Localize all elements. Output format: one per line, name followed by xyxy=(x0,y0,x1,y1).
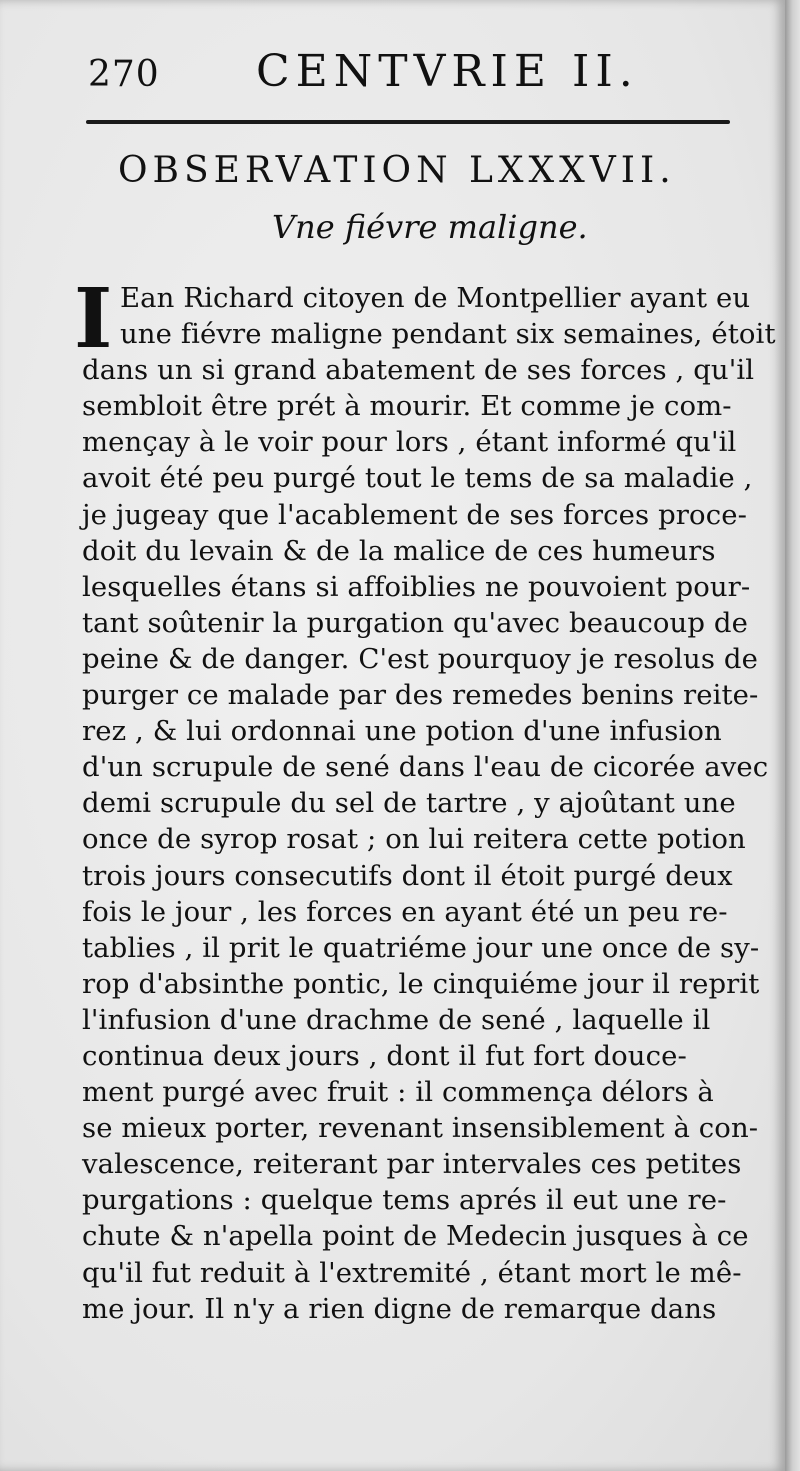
text-line: avoit été peu purgé tout le tems de sa maladie , xyxy=(82,462,753,495)
running-title: CENTVRIE II. xyxy=(256,46,639,97)
text-line: purger ce malade par des remedes benins reite- xyxy=(82,679,759,712)
observation-subtitle: Vne fiévre maligne. xyxy=(272,208,588,246)
text-line: valescence, reiterant par intervales ces petites xyxy=(82,1148,742,1181)
page-number: 270 xyxy=(88,54,160,95)
text-line: chute & n'apella point de Medecin jusques à ce xyxy=(82,1220,749,1253)
header-rule xyxy=(86,120,730,124)
text-line: purgations : quelque tems aprés il eut une re- xyxy=(82,1184,727,1217)
text-line: once de syrop rosat ; on lui reitera cette potion xyxy=(82,823,746,856)
text-line: lesquelles étans si affoiblies ne pouvoient pour- xyxy=(82,570,751,603)
text-line: une fiévre maligne pendant six semaines, étoit xyxy=(120,318,776,351)
text-line: tablies , il prit le quatriéme jour une once de sy- xyxy=(82,931,760,964)
text-line: doit du levain & de la malice de ces humeurs xyxy=(82,534,716,567)
drop-cap: I xyxy=(74,271,113,367)
text-line: continua deux jours , dont il fut fort douce- xyxy=(82,1039,687,1072)
text-line: qu'il fut reduit à l'extremité , étant mort le mê- xyxy=(82,1256,742,1289)
text-line: rez , & lui ordonnai une potion d'une infusion xyxy=(82,715,722,748)
text-line: demi scrupule du sel de tartre , y ajoûtant une xyxy=(82,787,736,820)
text-line: fois le jour , les forces en ayant été un peu re- xyxy=(82,895,728,928)
text-line: sembloit être prét à mourir. Et comme je com- xyxy=(82,390,732,423)
running-head xyxy=(88,40,728,100)
text-line: tant soûtenir la purgation qu'avec beaucoup de xyxy=(82,606,748,639)
page-gutter xyxy=(785,0,800,1471)
text-line: se mieux porter, revenant insensiblement à con- xyxy=(82,1112,759,1145)
text-line: peine & de danger. C'est pourquoy je resolus de xyxy=(82,642,758,675)
body-text xyxy=(74,271,776,1327)
text-line: mençay à le voir pour lors , étant informé qu'il xyxy=(82,426,737,459)
text-line: dans un si grand abatement de ses forces , qu'il xyxy=(82,354,755,387)
text-line: rop d'absinthe pontic, le cinquiéme jour il reprit xyxy=(82,967,760,1000)
text-line: ment purgé avec fruit : il commença délors à xyxy=(82,1076,714,1109)
observation-title: OBSERVATION LXXXVII. xyxy=(118,150,676,191)
text-line: je jugeay que l'acablement de ses forces proce- xyxy=(82,498,747,531)
text-line: trois jours consecutifs dont il étoit purgé deux xyxy=(82,859,733,892)
text-line: me jour. Il n'y a rien digne de remarque dans xyxy=(82,1292,717,1325)
text-line: d'un scrupule de sené dans l'eau de cicorée avec xyxy=(82,751,769,784)
text-line: Ean Richard citoyen de Montpellier ayant eu xyxy=(120,282,751,314)
text-line: l'infusion d'une drachme de sené , laquelle il xyxy=(82,1003,711,1036)
